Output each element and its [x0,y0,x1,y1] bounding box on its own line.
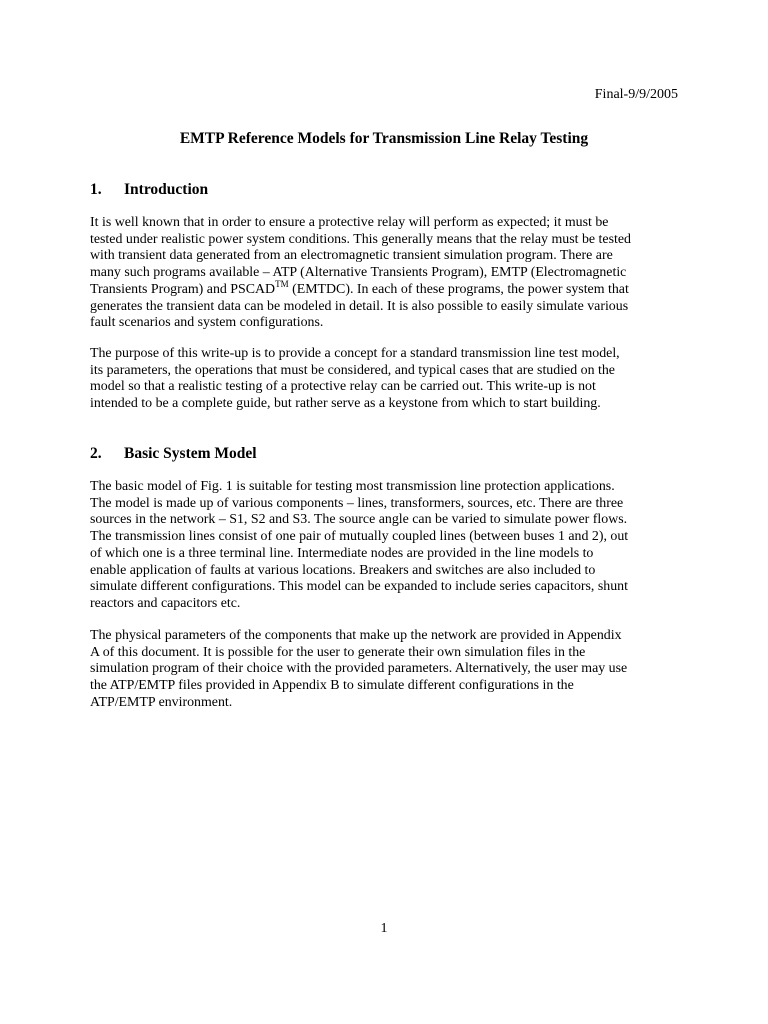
text-line: simulation program of their choice with the provided parameters. Alternatively, the user may use [90,661,628,677]
document-date: Final-9/9/2005 [594,87,678,102]
text-line: simulate different configurations. This model can be expanded to include series capacitors, shunt [90,579,628,595]
text-line: model so that a realistic testing of a protective relay can be carried out. This write-up is not [90,379,596,395]
text-line: generates the transient data can be modeled in detail. It is also possible to easily simulate various [90,298,629,314]
text-fragment: Transients Program) and PSCAD [90,281,276,297]
text-line: The transmission lines consist of one pair of mutually coupled lines (between buses 1 and 2), out [90,529,629,545]
text-line: tested under realistic power system conditions. This generally means that the relay must be tested [90,231,631,247]
text-line: It is well known that in order to ensure a protective relay will perform as expected; it must be [90,215,609,230]
intro-paragraph-2 [90,346,690,413]
text-line: The basic model of Fig. 1 is suitable for testing most transmission line protection applications. [90,479,615,494]
text-line: intended to be a complete guide, but rather serve as a keystone from which to start building. [90,396,601,412]
text-line: sources in the network – S1, S2 and S3. The source angle can be varied to simulate power flows. [90,512,628,528]
section-title: Basic System Model [124,445,257,462]
text-line: enable application of faults at various locations. Breakers and switches are also included to [90,562,596,578]
section-number: 1. [90,181,102,198]
text-line [90,278,690,299]
text-line: ATP/EMTP environment. [90,694,233,710]
document-title: EMTP Reference Models for Transmission Line Relay Testing [179,130,589,147]
text-line: The model is made up of various components – lines, transformers, sources, etc. There are three [90,495,624,511]
model-paragraph-2 [90,628,690,712]
page-number: 1 [380,921,388,936]
text-line: many such programs available – ATP (Alternative Transients Program), EMTP (Electromagnetic [90,265,627,281]
text-line: the ATP/EMTP files provided in Appendix B to simulate different configurations in the [90,678,574,694]
text-line: The physical parameters of the components that make up the network are provided in Appendix [90,628,622,643]
text-line: The purpose of this write-up is to provide a concept for a standard transmission line test model, [90,346,620,361]
trademark-superscript: TM [275,278,289,289]
section-number: 2. [90,445,102,462]
text-fragment: (EMTDC). In each of these programs, the power system that [292,281,629,297]
section-title: Introduction [124,181,209,198]
intro-paragraph-1 [90,215,690,332]
model-paragraph-1 [90,479,690,613]
text-line: fault scenarios and system configurations. [90,315,324,331]
text-line: of which one is a three terminal line. Intermediate nodes are provided in the line models to [90,545,594,561]
text-line: A of this document. It is possible for the user to generate their own simulation files in the [90,644,586,660]
section-heading-introduction [90,180,208,200]
section-heading-basic-system-model [90,444,257,464]
text-line: with transient data generated from an electromagnetic transient simulation program. There are [90,248,613,264]
text-line: its parameters, the operations that must be considered, and typical cases that are studied on the [90,362,615,378]
text-line: reactors and capacitors etc. [90,595,241,611]
